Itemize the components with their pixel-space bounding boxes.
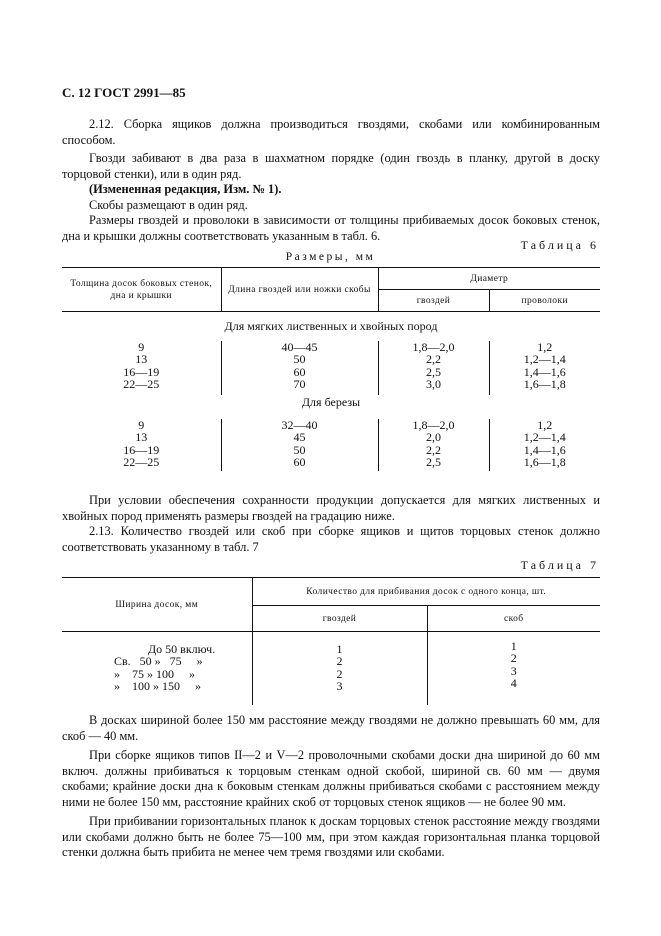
table-7-caption: Таблица 7 [520,558,599,572]
paragraph-wire-staples: При сборке ящиков типов II—2 и V—2 проволочными скобами доски дна шириной до 60 мм включ. должны прибиваться к торцовым стенкам одной скобой, шириной св. 60 мм — двумя скобами; крайние доски дна к боковым стенкам должны прибиваться скобами с расстоянием между ними не более 150 мм, расстояние крайних скоб от торцовых стенок ящиков — не более 90 мм. [62,748,600,809]
t6-softwood-length: 40—45 50 60 70 [221,341,378,395]
paragraph-sizes: Размеры гвоздей и проволоки в зависимости от толщины прибиваемых досок боковых стенок, дна и крышки должны соответствовать указанным в табл. 6. [62,213,600,243]
t7-header-width: Ширина досок, мм [62,578,252,632]
table-6-caption: Таблица 6 [520,238,599,252]
paragraph-spacing: В досках шириной более 150 мм расстояние между гвоздями не должно превышать 60 мм, для скоб — 40 мм. [62,713,600,743]
t6-softwood-wire-diameter: 1,2 1,2—1,4 1,4—1,6 1,6—1,8 [489,341,600,395]
t6-header-length: Длина гвоздей или ножки скобы [221,268,378,312]
table-6-subtitle: Размеры, мм [285,251,376,263]
t6-birch-length: 32—40 45 50 60 [221,419,378,471]
t7-header-nails: гвоздей [252,606,427,632]
t7-width-row: Св. 50 » 75 » [114,654,203,669]
t7-widths [62,632,252,706]
section-after-table-6 [62,493,600,555]
t6-birch-nail-diameter: 1,8—2,0 2,0 2,2 2,5 [378,419,489,471]
t6-softwood-nail-diameter: 1,8—2,0 2,2 2,5 3,0 [378,341,489,395]
t6-header-thickness: Толщина досок боковых стенок, дна и крышки [62,268,221,312]
paragraph-2-13: 2.13. Количество гвоздей или скоб при сборке ящиков и щитов торцовых стенок должно соответствовать указанному в табл. 7 [62,524,600,554]
section-2-12 [62,117,600,244]
t7-width-row: » 75 » 100 » [114,666,195,681]
paragraph-nails: Гвозди забивают в два раза в шахматном порядке (один гвоздь в планку, другой в доску торцовой стенки), или в один ряд. [62,151,600,181]
t7-header-staples: скоб [427,606,600,632]
t7-nails-count: 1 2 2 3 [252,632,427,706]
table-7 [62,577,600,705]
t7-staples-count: 1 2 3 4 [427,632,600,706]
t6-group-birch-title: Для березы [301,395,361,409]
paragraph-planks: При прибивании горизонтальных планок к доскам торцовых стенок расстояние между гвоздями или скобами должно быть не более 75—100 мм, при этом каждая горизонтальная планка торцовой стенки должна быть прибита не менее чем тремя гвоздями или скобами. [62,814,600,859]
t6-header-diameter: Диаметр [378,268,600,290]
t7-width-row: » 100 » 150 » [114,678,201,693]
t7-width-row: До 50 включ. [148,642,216,656]
t6-birch-wire-diameter: 1,2 1,2—1,4 1,4—1,6 1,6—1,8 [489,419,600,471]
t7-header-quantity: Количество для прибивания досок с одного конца, шт. [252,578,600,606]
t6-header-nails: гвоздей [378,290,489,312]
paragraph-2-12: 2.12. Сборка ящиков должна производиться гвоздями, скобами или комбинированным способом. [62,117,600,147]
t6-group-softwood-title: Для мягких лиственных и хвойных пород [224,319,438,333]
t6-birch-thickness: 9 13 16—19 22—25 [123,418,160,469]
section-after-table-7 [62,713,600,861]
paragraph-staples: Скобы размещают в один ряд. [89,197,248,212]
table-6 [62,267,600,471]
t6-header-wire: проволоки [489,290,600,312]
page-header: С. 12 ГОСТ 2991—85 [62,85,186,100]
t6-softwood-thickness: 9 13 16—19 22—25 [123,340,160,391]
amendment-note: (Измененная редакция, Изм. № 1). [89,182,282,196]
paragraph-grade-note: При условии обеспечения сохранности продукции допускается для мягких лиственных и хвойных пород применять размеры гвоздей на градацию ниже. [62,493,600,523]
